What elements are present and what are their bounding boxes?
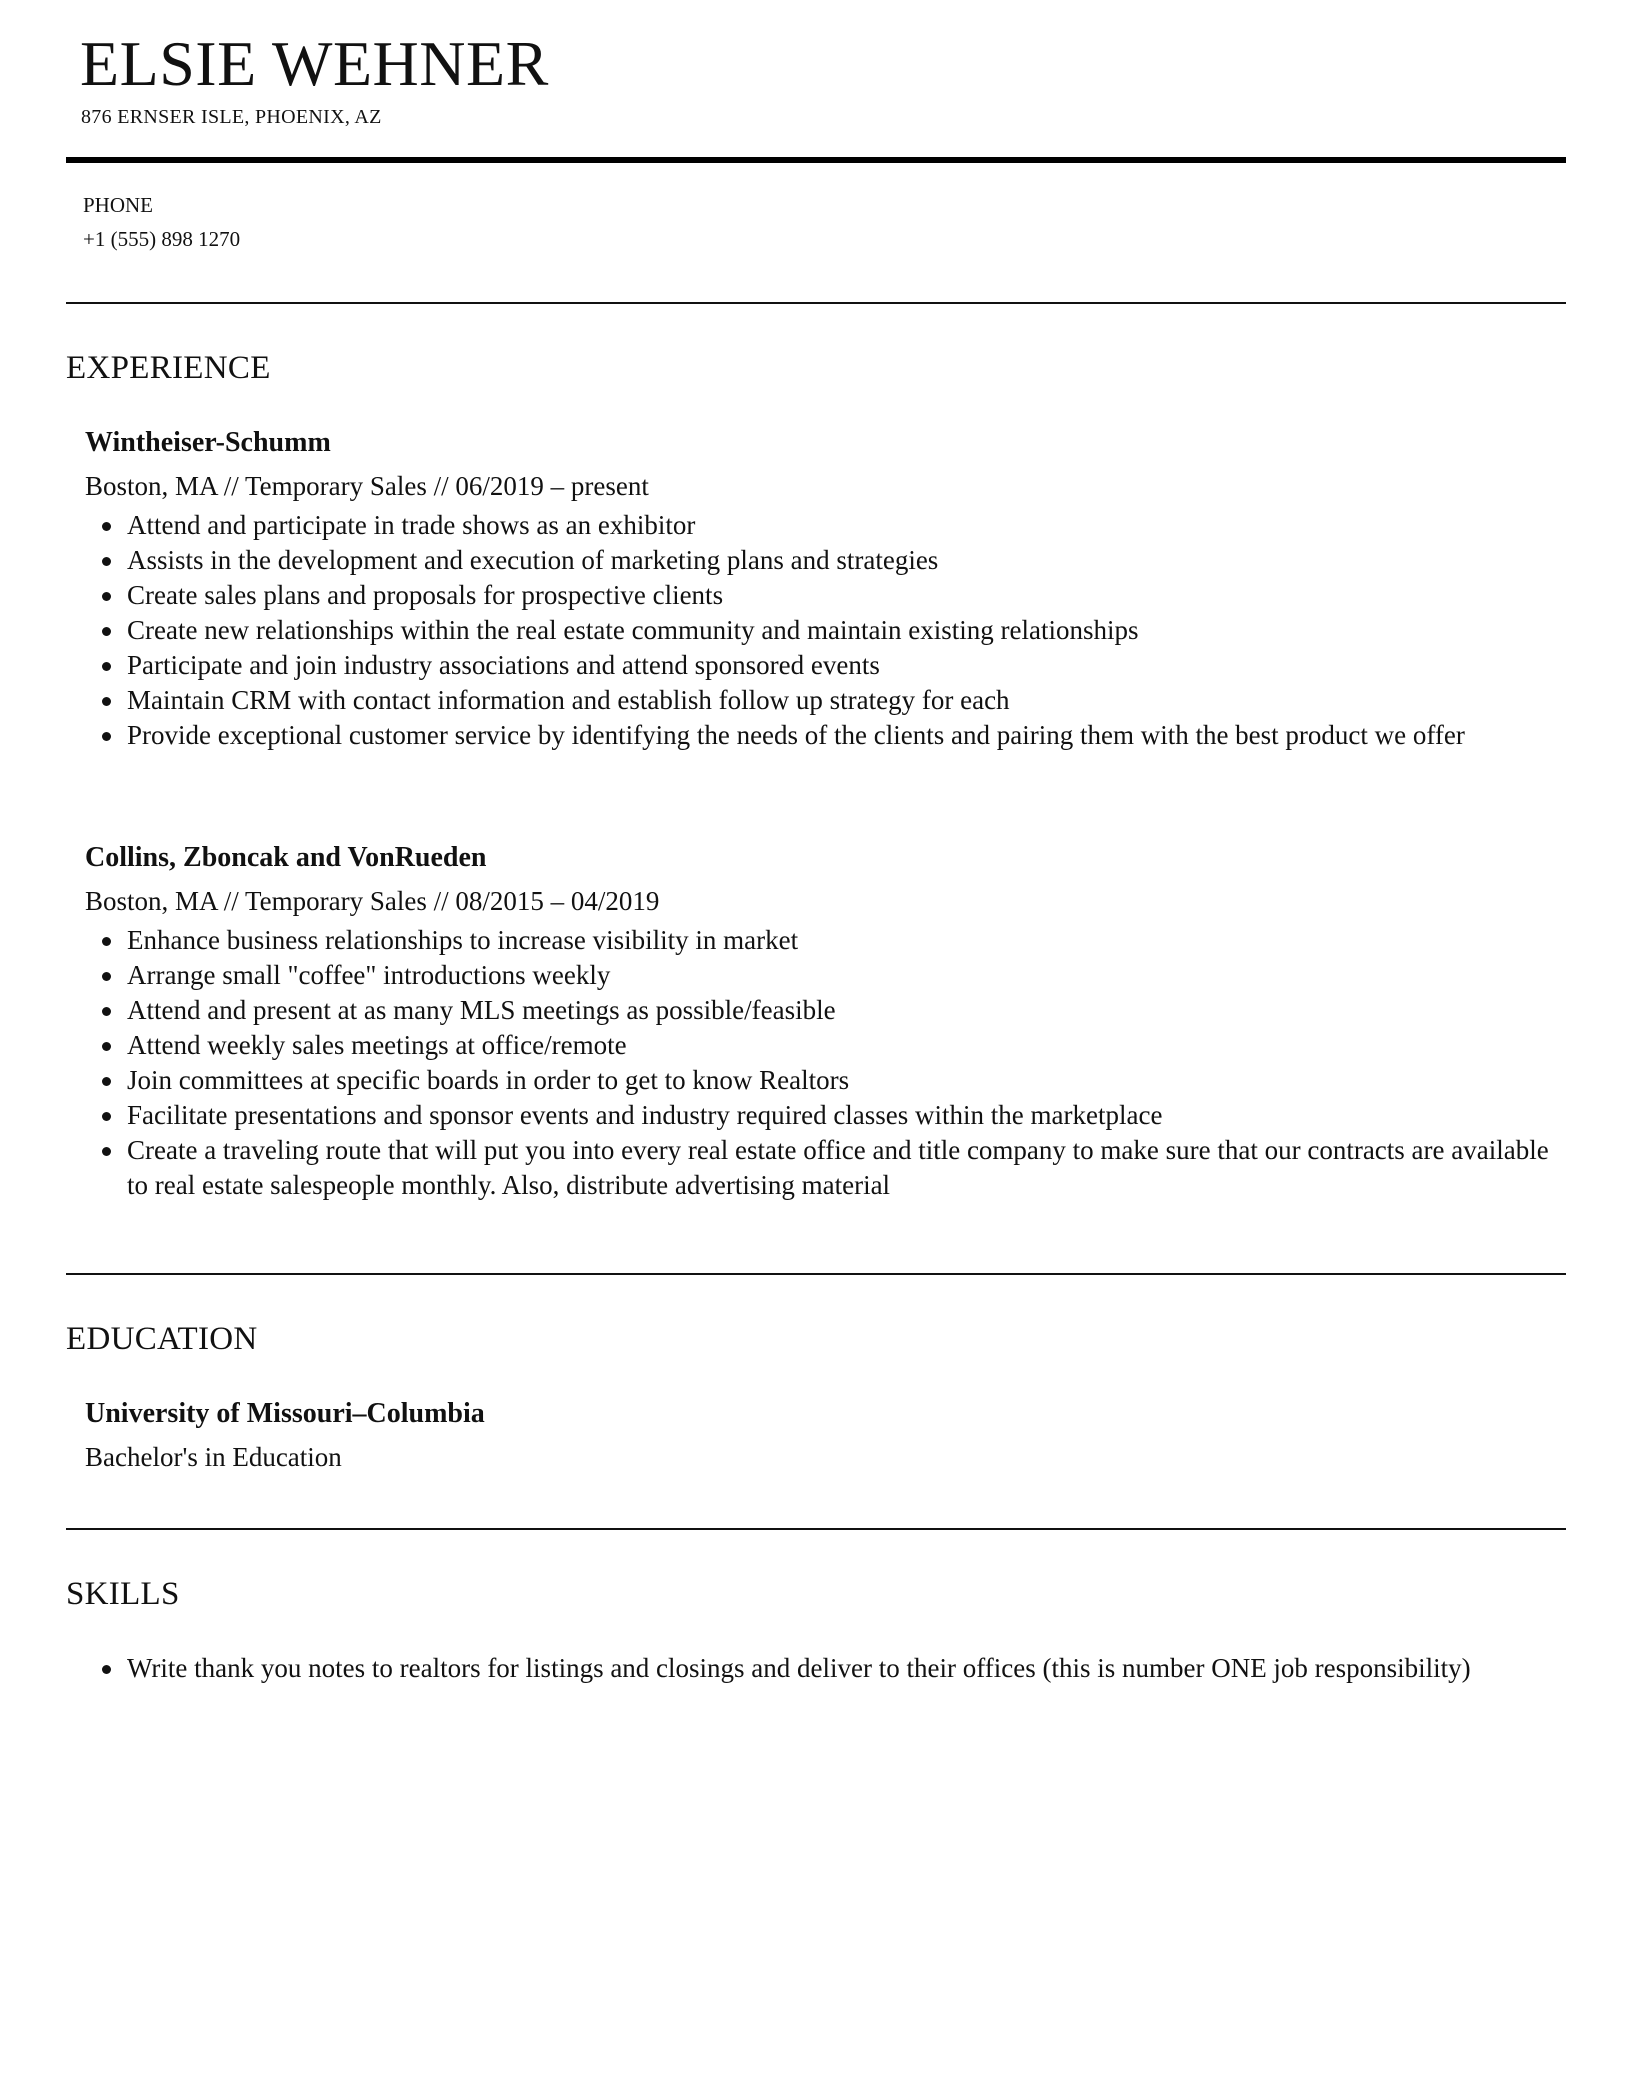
- list-item: Provide exceptional customer service by identifying the needs of the clients and pairing them with the best product we offer: [127, 718, 1555, 753]
- header-divider: [66, 157, 1566, 163]
- education-heading: EDUCATION: [66, 1321, 258, 1357]
- skills-entry: [85, 1646, 1555, 1686]
- list-item: Attend weekly sales meetings at office/remote: [127, 1028, 1555, 1063]
- list-item: Join committees at specific boards in order to get to know Realtors: [127, 1063, 1555, 1098]
- company-name: Wintheiser-Schumm: [85, 427, 331, 458]
- list-item: Attend and present at as many MLS meetings as possible/feasible: [127, 993, 1555, 1028]
- experience-heading: EXPERIENCE: [66, 350, 271, 386]
- company-name: Collins, Zboncak and VonRueden: [85, 842, 487, 873]
- skills-heading: SKILLS: [66, 1576, 180, 1612]
- list-item: Facilitate presentations and sponsor events and industry required classes within the marketplace: [127, 1098, 1555, 1133]
- school-name: University of Missouri–Columbia: [85, 1398, 485, 1429]
- responsibility-list: [85, 508, 1555, 753]
- list-item: Create a traveling route that will put you into every real estate office and title company to make sure that our contracts are available to real estate salespeople monthly. Also, distribute advertising material: [127, 1133, 1555, 1203]
- section-divider: [66, 1273, 1566, 1275]
- list-item: Enhance business relationships to increase visibility in market: [127, 923, 1555, 958]
- experience-entry: [85, 841, 1555, 1203]
- candidate-name: ELSIE WEHNER: [80, 28, 549, 99]
- education-entry: [85, 1397, 1555, 1474]
- experience-entry: [85, 426, 1555, 753]
- candidate-address: 876 ERNSER ISLE, PHOENIX, AZ: [81, 106, 382, 128]
- list-item: Maintain CRM with contact information and establish follow up strategy for each: [127, 683, 1555, 718]
- phone-label: PHONE: [83, 193, 154, 217]
- list-item: Create sales plans and proposals for prospective clients: [127, 578, 1555, 613]
- skills-list: [85, 1651, 1555, 1686]
- job-details: Boston, MA // Temporary Sales // 06/2019 – present: [85, 471, 649, 501]
- responsibility-list: [85, 923, 1555, 1203]
- degree: Bachelor's in Education: [85, 1442, 342, 1472]
- list-item: Attend and participate in trade shows as an exhibitor: [127, 508, 1555, 543]
- list-item: Participate and join industry associations and attend sponsored events: [127, 648, 1555, 683]
- section-divider: [66, 1528, 1566, 1530]
- list-item: Write thank you notes to realtors for listings and closings and deliver to their offices (this is number ONE job responsibility): [127, 1651, 1555, 1686]
- list-item: Assists in the development and execution of marketing plans and strategies: [127, 543, 1555, 578]
- list-item: Create new relationships within the real estate community and maintain existing relationships: [127, 613, 1555, 648]
- phone-value: +1 (555) 898 1270: [83, 227, 241, 251]
- section-divider: [66, 302, 1566, 304]
- job-details: Boston, MA // Temporary Sales // 08/2015 – 04/2019: [85, 886, 660, 916]
- list-item: Arrange small "coffee" introductions weekly: [127, 958, 1555, 993]
